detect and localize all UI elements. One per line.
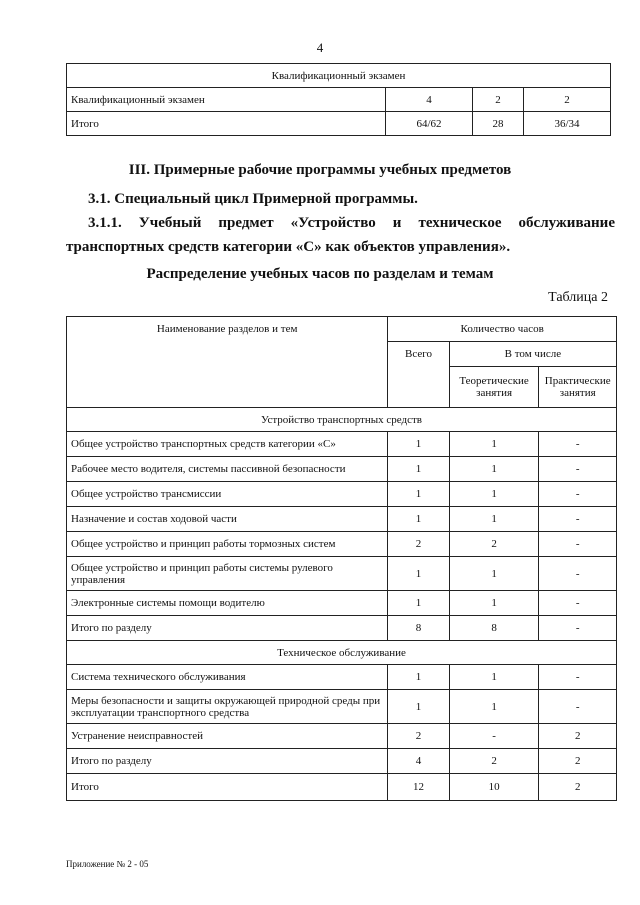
table-cell: - [449,724,539,749]
table-cell: 2 [388,724,449,749]
table-cell: 2 [449,532,539,557]
table-cell: 2 [388,532,449,557]
table-cell: - [539,482,617,507]
header-cell-practice: Практические занятия [539,367,617,408]
table-cell: 2 [524,88,611,112]
footer-note: Приложение № 2 - 05 [66,859,149,869]
table-cell: 64/62 [386,112,473,136]
table-cell: Квалификационный экзамен [67,88,386,112]
table-cell: Устранение неисправностей [67,724,388,749]
table-caption: Таблица 2 [548,290,608,305]
subtotal-row [67,749,617,774]
table-cell: 4 [388,749,449,774]
table-cell: - [539,616,617,641]
table-cell: 1 [388,557,449,591]
table-row [67,64,611,88]
table-cell: 28 [472,112,523,136]
table-row [67,665,617,690]
table-cell: Общее устройство и принцип работы системы рулевого управления [67,557,388,591]
table-cell: 1 [449,690,539,724]
table-row [67,507,617,532]
section-title: Устройство транспортных средств [67,408,617,432]
header-cell-hours: Количество часов [388,317,617,342]
table-cell: - [539,690,617,724]
table-cell: Меры безопасности и защиты окружающей природной среды при эксплуатации транспортного средства [67,690,388,724]
table-cell: 2 [449,749,539,774]
table-cell: - [539,432,617,457]
section-title: Техническое обслуживание [67,641,617,665]
table-cell: 2 [539,724,617,749]
table-cell: 2 [472,88,523,112]
table-cell: 1 [388,690,449,724]
section-row [67,408,617,432]
section-heading: III. Примерные рабочие программы учебных предметов [128,162,512,178]
subject-heading-line2: транспортных средств категории «C» как объектов управления». [66,239,511,255]
qualification-exam-table [66,63,611,136]
table-cell: 4 [386,88,473,112]
table-row [67,724,617,749]
page-number: 4 [316,40,324,55]
table-cell: - [539,591,617,616]
table-cell: Итого по разделу [67,616,388,641]
distribution-heading: Распределение учебных часов по разделам и темам [146,266,494,282]
table-cell: 1 [388,432,449,457]
table-cell: Общее устройство транспортных средств категории «C» [67,432,388,457]
table-row [67,112,611,136]
subtotal-row [67,616,617,641]
table-header: Квалификационный экзамен [67,64,611,88]
table-cell: - [539,557,617,591]
table-cell: Назначение и состав ходовой части [67,507,388,532]
table-cell: 1 [388,591,449,616]
hours-distribution-table [66,316,617,801]
table-cell: Итого [67,112,386,136]
table-cell: 2 [539,774,617,801]
table-cell: 1 [449,482,539,507]
table-cell: Итого по разделу [67,749,388,774]
table-row [67,532,617,557]
header-cell-theory: Теоретические занятия [449,367,539,408]
table-cell: - [539,532,617,557]
header-cell-including: В том числе [449,342,616,367]
table-row [67,457,617,482]
table-cell: 8 [449,616,539,641]
table-cell: Система технического обслуживания [67,665,388,690]
table-cell: - [539,665,617,690]
table-row [67,432,617,457]
table-cell: - [539,507,617,532]
table-cell: 1 [449,457,539,482]
total-row [67,774,617,801]
table-cell: Электронные системы помощи водителю [67,591,388,616]
subject-heading-line1: 3.1.1. Учебный предмет «Устройство и техническое обслуживание [88,215,615,231]
table-cell: 1 [449,665,539,690]
header-cell-name: Наименование разделов и тем [67,317,388,408]
table-row [67,591,617,616]
table-row [67,557,617,591]
table-cell: 1 [449,507,539,532]
table-row [67,482,617,507]
table-header-row [67,317,617,342]
table-cell: - [539,457,617,482]
table-cell: 1 [449,591,539,616]
table-cell: 1 [449,557,539,591]
table-cell: Итого [67,774,388,801]
table-cell: 12 [388,774,449,801]
table-cell: 1 [388,507,449,532]
table-cell: 8 [388,616,449,641]
table-cell: 1 [449,432,539,457]
table-cell: Общее устройство и принцип работы тормозных систем [67,532,388,557]
table-cell: 10 [449,774,539,801]
table-cell: 1 [388,665,449,690]
table-cell: 36/34 [524,112,611,136]
header-cell-total: Всего [388,342,449,408]
table-cell: 1 [388,457,449,482]
cycle-heading: 3.1. Специальный цикл Примерной программы. [88,191,418,207]
table-cell: Рабочее место водителя, системы пассивной безопасности [67,457,388,482]
table-cell: 2 [539,749,617,774]
table-cell: Общее устройство трансмиссии [67,482,388,507]
table-row [67,690,617,724]
table-cell: 1 [388,482,449,507]
section-row [67,641,617,665]
table-row [67,88,611,112]
